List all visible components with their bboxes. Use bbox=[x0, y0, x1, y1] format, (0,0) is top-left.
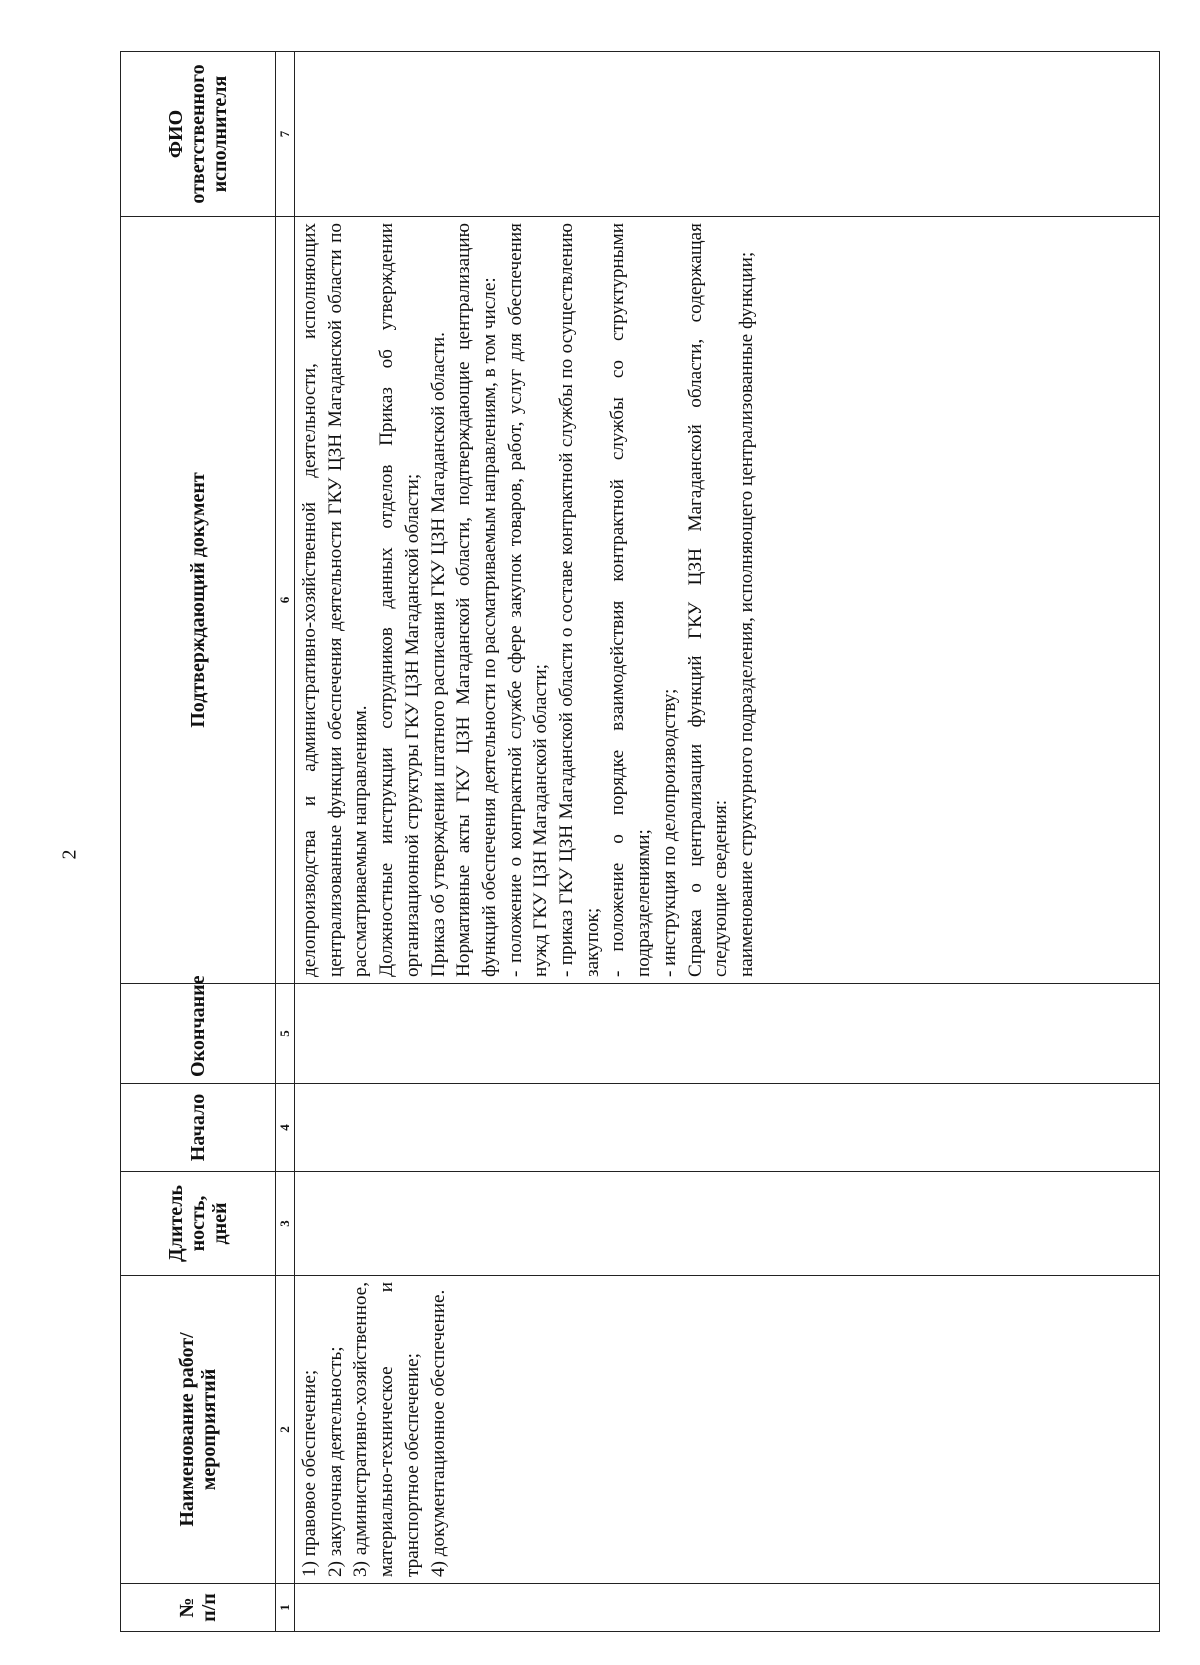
works-item: 2) закупочная деятельность; bbox=[324, 1346, 346, 1577]
header-document: Подтверждающий документ bbox=[121, 217, 276, 984]
document-paragraph: Нормативные акты ГКУ ЦЗН Магаданской области, подтверждающие централизацию функций обеспечения деятельности по рассматриваемым направлениям, в том числе: bbox=[453, 223, 500, 977]
column-number: 3 bbox=[276, 1172, 295, 1276]
cell-end bbox=[295, 984, 1160, 1084]
header-responsible: ФИО ответственного исполнителя bbox=[121, 52, 276, 217]
cell-duration bbox=[295, 1172, 1160, 1276]
column-number-row bbox=[276, 52, 295, 1632]
header-start: Начало bbox=[121, 1084, 276, 1172]
document-paragraph: Должностные инструкции сотрудников данных отделов Приказ об утверждении организационной структуры ГКУ ЦЗН Магаданской области; bbox=[376, 223, 423, 977]
cell-works bbox=[295, 1276, 1160, 1584]
header-works: Наименование работ/ мероприятий bbox=[121, 1276, 276, 1584]
cell-responsible bbox=[295, 52, 1160, 217]
header-duration: Длитель ность, дней bbox=[121, 1172, 276, 1276]
table-row bbox=[295, 52, 1160, 1632]
document-paragraph: - положение о контрактной службе сфере закупок товаров, работ, услуг для обеспечения нужд ГКУ ЦЗН Магаданской области; bbox=[504, 223, 552, 977]
works-item: 1) правовое обеспечение; bbox=[299, 1369, 320, 1577]
column-number: 7 bbox=[276, 52, 295, 217]
column-number: 5 bbox=[276, 984, 295, 1084]
document-paragraph: Справка о централизации функций ГКУ ЦЗН Магаданской области, содержащая следующие сведения: bbox=[684, 223, 732, 977]
header-num: № п/п bbox=[121, 1584, 276, 1632]
rotated-page bbox=[120, 52, 1160, 1632]
document-paragraph: - приказ ГКУ ЦЗН Магаданской области о составе контрактной службы по осуществлению закупок; bbox=[556, 223, 603, 977]
works-item: 3) административно-хозяйственное, материально-техническое и транспортное обеспечение; bbox=[350, 1282, 423, 1577]
cell-start bbox=[295, 1084, 1160, 1172]
document-paragraph: - инструкция по делопроизводству; bbox=[658, 688, 680, 977]
work-plan-table bbox=[120, 51, 1160, 1632]
document-paragraph: делопроизводства и административно-хозяйственной деятельности, исполняющих централизованные функции обеспечения деятельности ГКУ ЦЗН Магаданской области по рассматриваемым направлениям. bbox=[299, 223, 372, 977]
cell-num bbox=[295, 1584, 1160, 1632]
works-item: 4) документационное обеспечение. bbox=[427, 1289, 449, 1577]
column-number: 2 bbox=[276, 1276, 295, 1584]
document-paragraph: Приказ об утверждении штатного расписания ГКУ ЦЗН Магаданской области. bbox=[427, 332, 449, 977]
column-number: 4 bbox=[276, 1084, 295, 1172]
header-end: Окончание bbox=[121, 984, 276, 1084]
cell-documents bbox=[295, 217, 1160, 984]
table-wrapper bbox=[120, 52, 1160, 1632]
document-paragraph: - положение о порядке взаимодействия контрактной службы со структурными подразделениями; bbox=[607, 223, 655, 977]
column-number: 6 bbox=[276, 217, 295, 984]
page-number: 2 bbox=[58, 849, 81, 860]
document-paragraph: наименование структурного подразделения, исполняющего централизованные функции; bbox=[735, 251, 757, 977]
header-row bbox=[121, 52, 276, 1632]
column-number: 1 bbox=[276, 1584, 295, 1632]
